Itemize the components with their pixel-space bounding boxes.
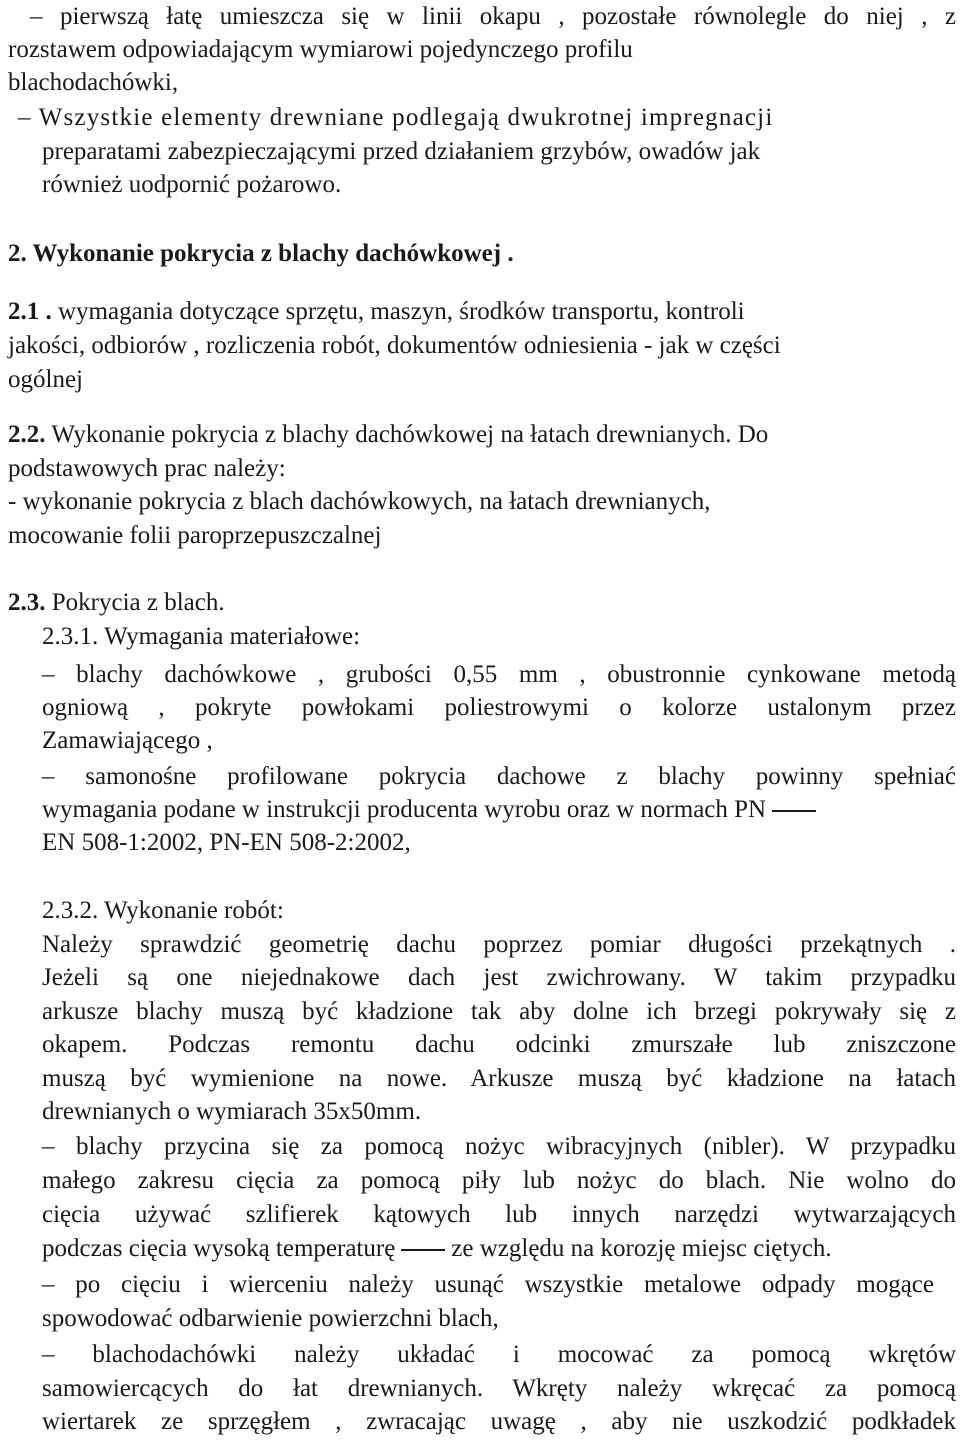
section-2-3 <box>8 586 225 620</box>
section-2-1 <box>8 295 956 329</box>
dash <box>401 1249 445 1251</box>
paragraph-line: spowodować odbarwienie powierzchni blach, <box>42 1305 499 1332</box>
paragraph-line: – blachy przycina się za pomocą nożyc wibracyjnych (nibler). W przypadku <box>42 1133 956 1160</box>
paragraph-line: również uodpornić pożarowo. <box>42 171 342 198</box>
section-title: Wykonanie robót: <box>104 897 284 924</box>
paragraph-text: wymagania dotyczące sprzętu, maszyn, środków transportu, kontroli <box>58 298 745 325</box>
paragraph-line: – samonośne profilowane pokrycia dachowe z blachy powinny spełniać <box>42 763 956 790</box>
paragraph-text: ze względu na korozję miejsc ciętych. <box>451 1235 832 1262</box>
paragraph-text: wymagania podane w instrukcji producenta wyrobu oraz w normach PN <box>42 796 767 823</box>
section-2-3-2 <box>42 894 284 928</box>
section-2-3-1 <box>42 620 360 654</box>
paragraph-line: – blachodachówki należy układać i mocować za pomocą wkrętów <box>42 1341 956 1368</box>
section-number: 2.1 . <box>8 298 52 325</box>
paragraph-line: cięcia używać szlifierek kątowych lub innych narzędzi wytwarzających <box>42 1201 956 1228</box>
paragraph-line: wiertarek ze sprzęgłem , zwracając uwagę , aby nie uszkodzić podkładek <box>42 1408 956 1435</box>
paragraph-line: blachodachówki, <box>8 69 179 96</box>
paragraph-line: małego zakresu cięcia za pomocą piły lub nożyc do blach. Nie wolno do <box>42 1167 956 1194</box>
paragraph-line: – Wszystkie elementy drewniane podlegają dwukrotnej impregnacji <box>18 104 774 131</box>
paragraph-line: arkusze blachy muszą być kładzione tak aby dolne ich brzegi pokrywały się z <box>42 998 956 1025</box>
paragraph-line: mocowanie folii paroprzepuszczalnej <box>8 522 382 549</box>
paragraph-line <box>42 793 956 827</box>
paragraph-line: Zamawiającego , <box>42 727 213 754</box>
section-number: 2.2. <box>8 421 46 448</box>
dash <box>772 810 816 812</box>
paragraph-line: rozstawem odpowiadającym wymiarowi pojedynczego profilu <box>8 36 633 63</box>
paragraph-line: preparatami zabezpieczającymi przed działaniem grzybów, owadów jak <box>42 138 761 165</box>
section-number: 2.3.2. <box>42 897 99 924</box>
paragraph-text: podczas cięcia wysoką temperaturę <box>42 1235 396 1262</box>
paragraph-line: okapem. Podczas remontu dachu odcinki zmurszałe lub zniszczone <box>42 1031 956 1058</box>
paragraph-line: ogólnej <box>8 366 83 393</box>
paragraph-line: – po cięciu i wierceniu należy usunąć wszystkie metalowe odpady mogące <box>42 1271 934 1298</box>
section-title: Pokrycia z blach. <box>51 589 225 616</box>
section-2-2 <box>8 418 768 452</box>
section-number: 2.3.1. <box>42 623 99 650</box>
paragraph-line: Jeżeli są one niejednakowe dach jest zwichrowany. W takim przypadku <box>42 964 956 991</box>
paragraph-line: samowiercących do łat drewnianych. Wkręty należy wkręcać za pomocą <box>42 1375 956 1402</box>
section-heading: 2. Wykonanie pokrycia z blachy dachówkowej . <box>8 240 514 267</box>
paragraph-line: - wykonanie pokrycia z blach dachówkowych, na łatach drewnianych, <box>8 488 711 515</box>
paragraph-line: podstawowych prac należy: <box>8 455 286 482</box>
section-number: 2.3. <box>8 589 46 616</box>
paragraph-line: jakości, odbiorów , rozliczenia robót, dokumentów odniesienia - jak w części <box>8 332 781 359</box>
paragraph-line: ogniową , pokryte powłokami poliestrowymi o kolorze ustalonym przez <box>42 694 956 721</box>
paragraph-line <box>42 1232 956 1266</box>
paragraph-line: – pierwszą łatę umieszcza się w linii okapu , pozostałe równolegle do niej , z <box>30 3 956 30</box>
paragraph-line: – blachy dachówkowe , grubości 0,55 mm , obustronnie cynkowane metodą <box>42 661 956 688</box>
paragraph-line: EN 508-1:2002, PN-EN 508-2:2002, <box>42 829 411 856</box>
paragraph-line: drewnianych o wymiarach 35x50mm. <box>42 1098 422 1125</box>
section-title: Wymagania materiałowe: <box>104 623 361 650</box>
paragraph-line: muszą być wymienione na nowe. Arkusze muszą być kładzione na łatach <box>42 1065 956 1092</box>
paragraph-text: Wykonanie pokrycia z blachy dachówkowej na łatach drewnianych. Do <box>51 421 769 448</box>
paragraph-line: Należy sprawdzić geometrię dachu poprzez pomiar długości przekątnych . <box>42 931 956 958</box>
